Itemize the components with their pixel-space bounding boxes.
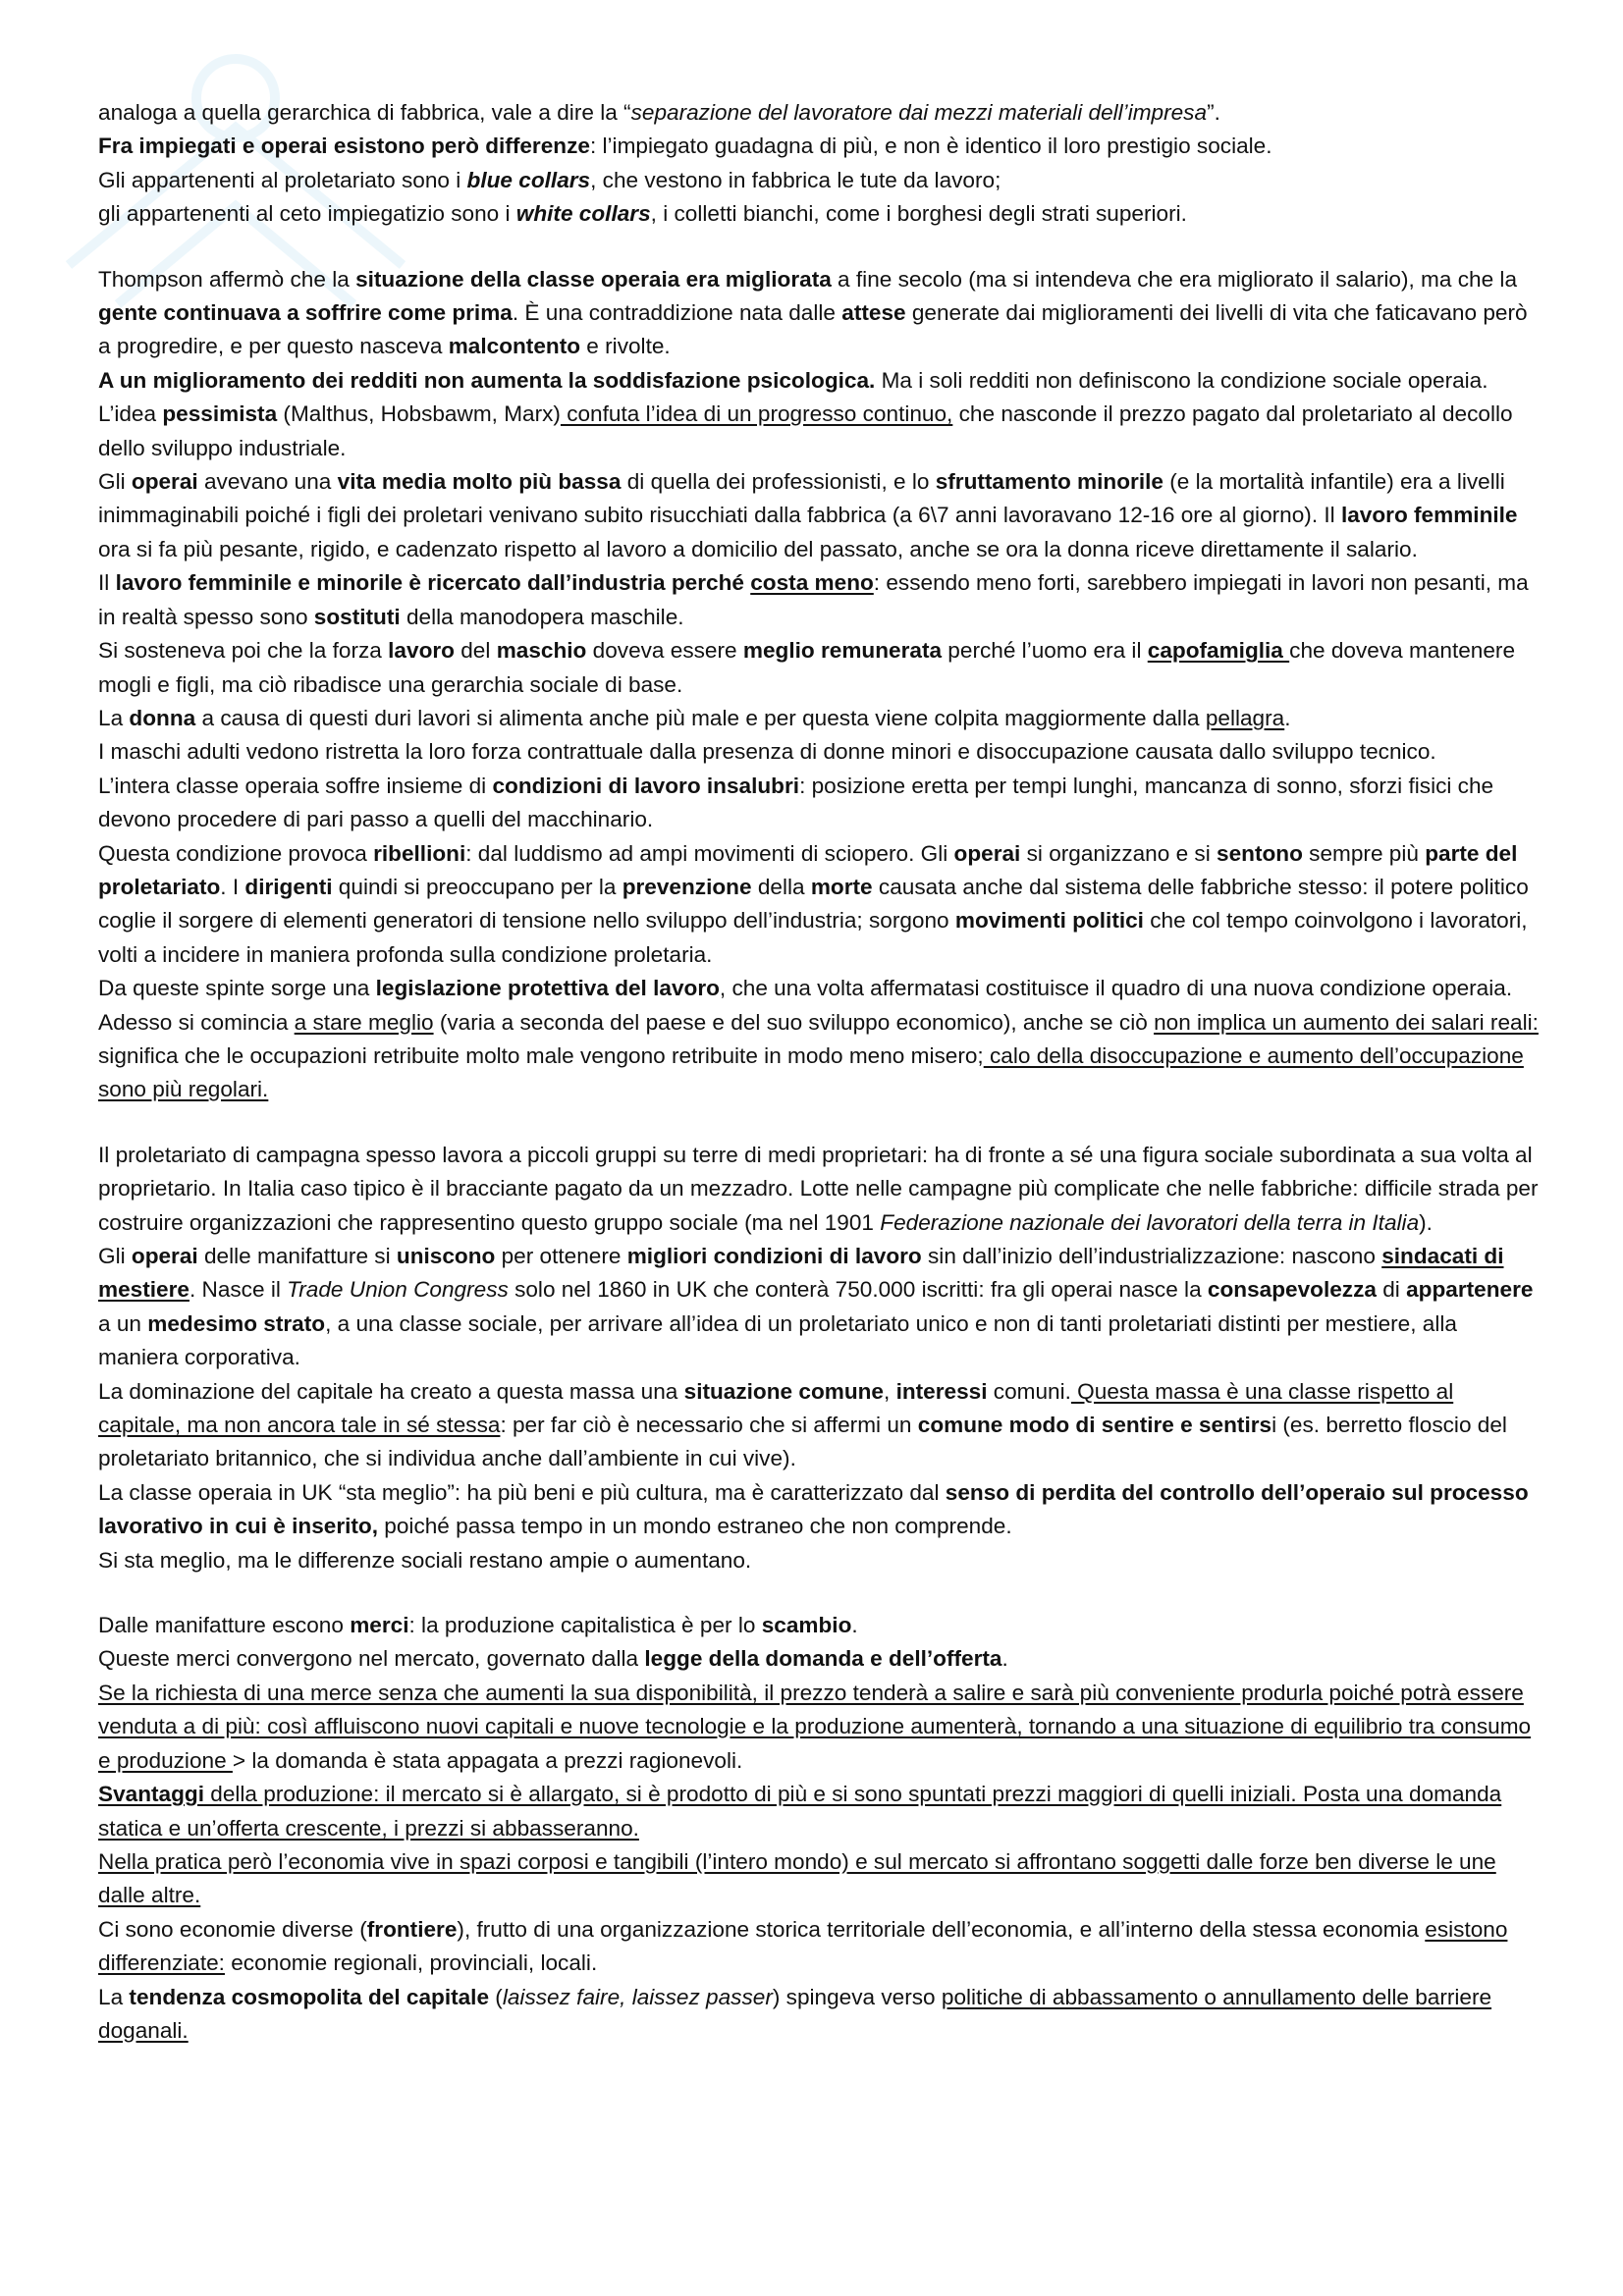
- text-run: .: [1284, 705, 1291, 730]
- text-run: , che vestono in fabbrica le tute da lavoro;: [590, 167, 1001, 192]
- text-run: La classe operaia in UK “sta meglio”: ha più beni e più cultura, ma è caratterizzato dal: [98, 1479, 946, 1505]
- text-run: ora si fa più pesante, rigido, e cadenzato rispetto al lavoro a domicilio del passato, anche se ora la donna riceve direttamente il salario.: [98, 536, 1418, 561]
- text-run: . Nasce il: [189, 1277, 288, 1303]
- text-run: a stare meglio: [294, 1009, 434, 1035]
- text-run: avevano una: [197, 469, 338, 495]
- text-run: La dominazione del capitale ha creato a questa massa una: [98, 1378, 684, 1404]
- text-run: pessimista: [162, 401, 278, 427]
- text-run: gli appartenenti al ceto impiegatizio sono i: [98, 201, 516, 227]
- paragraph: [98, 1845, 1540, 1913]
- text-run: (varia a seconda del paese e del suo sviluppo economico), anche se ciò: [433, 1009, 1155, 1035]
- paragraph: [98, 972, 1540, 1107]
- text-run: Si sta meglio, ma le differenze sociali restano ampie o aumentano.: [98, 1547, 752, 1573]
- text-run: Thompson affermò che la: [98, 266, 356, 292]
- text-run: della manodopera maschile.: [400, 604, 684, 629]
- paragraph: [98, 770, 1540, 837]
- text-run: ) spingeva verso: [772, 1984, 942, 2009]
- text-run: Dalle manifatture escono: [98, 1613, 351, 1638]
- text-run: Gli: [98, 469, 132, 495]
- text-run: ,: [884, 1378, 896, 1404]
- text-run: esistono differenziate:: [98, 1916, 1508, 1976]
- text-run: lavoro femminile: [1340, 503, 1518, 528]
- text-run: . I: [220, 874, 245, 899]
- text-run: scambio: [761, 1613, 852, 1638]
- text-run: che doveva mantenere mogli e figli, ma ciò ribadisce una gerarchia sociale di base.: [98, 638, 1516, 697]
- paragraph: [98, 1913, 1540, 1981]
- text-run: donna: [129, 705, 196, 730]
- text-run: Queste merci convergono nel mercato, governato dalla: [98, 1646, 645, 1672]
- text-run: tendenza cosmopolita del capitale: [129, 1984, 490, 2009]
- text-run: : l’impiegato guadagna di più, e non è identico il loro prestigio sociale.: [589, 133, 1272, 159]
- text-run: capofamiglia: [1147, 638, 1290, 664]
- text-run: della produzione: il mercato si è allargato, si è prodotto di più e si sono spuntati prezzi maggiori di quelli iniziali. Posta una domanda statica e un’offerta crescente, i prezzi si abbasseranno.: [98, 1782, 1502, 1841]
- paragraph: [98, 1677, 1540, 1778]
- paragraph: [98, 164, 1540, 197]
- text-run: ribellioni: [373, 840, 466, 866]
- text-run: comuni.: [987, 1378, 1071, 1404]
- paragraph: [98, 735, 1540, 769]
- text-run: e rivolte.: [580, 334, 671, 359]
- text-run: , a una classe sociale, per arrivare all’idea di un proletariato unico e non di tanti proletariati distinti per mestiere, alla maniera corporativa.: [98, 1310, 1457, 1370]
- paragraph: [98, 566, 1540, 634]
- text-run: white collars: [515, 201, 651, 227]
- paragraph: [98, 837, 1540, 973]
- text-run: analoga a quella gerarchica di fabbrica, vale a dire la “: [98, 100, 631, 125]
- text-run: Fra impiegati e operai esistono però differenze: [98, 133, 590, 159]
- text-run: La: [98, 705, 130, 730]
- paragraph: [98, 197, 1540, 231]
- text-run: pellagra: [1205, 705, 1285, 730]
- paragraph: [98, 364, 1540, 398]
- text-run: legge della domanda e dell’offerta: [644, 1646, 1002, 1672]
- text-run: interessi: [895, 1378, 988, 1404]
- text-run: che nasconde il prezzo pagato dal proletariato al decollo dello sviluppo industriale.: [98, 401, 1513, 460]
- text-run: senso di perdita del controllo dell’operaio sul processo lavorativo in cui è inserito,: [98, 1479, 1529, 1539]
- text-run: perché l’uomo era il: [942, 638, 1148, 664]
- text-run: Da queste spinte sorge una: [98, 976, 376, 1001]
- text-run: operai: [953, 840, 1021, 866]
- paragraph: [98, 96, 1540, 130]
- text-run: sentono: [1217, 840, 1303, 866]
- text-run: : per far ciò è necessario che si affermi un: [500, 1413, 918, 1438]
- text-run: sostituti: [313, 604, 401, 629]
- text-run: lavoro: [388, 638, 455, 664]
- paragraph: [98, 465, 1540, 566]
- text-run: .: [851, 1613, 858, 1638]
- paragraph: [98, 1139, 1540, 1240]
- text-run: appartenere: [1406, 1277, 1534, 1303]
- text-run: significa che le occupazioni retribuite molto male vengono retribuite in modo meno misero;: [98, 1042, 984, 1068]
- text-run: ”.: [1207, 100, 1220, 125]
- text-run: solo nel 1860 in UK che conterà 750.000 iscritti: fra gli operai nasce la: [508, 1277, 1208, 1303]
- paragraph: [98, 1476, 1540, 1544]
- text-run: medesimo strato: [147, 1310, 326, 1336]
- paragraph: [98, 130, 1540, 163]
- paragraph: [98, 1240, 1540, 1375]
- text-run: costa meno: [750, 570, 874, 596]
- text-run: Questa massa è una classe rispetto al capitale, ma non ancora tale in sé stessa: [98, 1378, 1454, 1438]
- text-run: Gli: [98, 1244, 132, 1268]
- text-run: : posizione eretta per tempi lunghi, mancanza di sonno, sforzi fisici che devono procedere di pari passo a quelli del macchinario.: [98, 773, 1494, 832]
- paragraph: [98, 1981, 1540, 2049]
- text-run: Se la richiesta di una merce senza che aumenti la sua disponibilità, il prezzo tenderà a salire e sarà più conveniente produrla poiché potrà essere venduta a di più: così affluiscono nuovi capitali e nuove tecnologie e la produzione aumenterà, tornando a una situazione di equilibrio tra consumo e produzione: [98, 1680, 1532, 1773]
- text-run: vita media molto più bassa: [337, 469, 622, 495]
- text-run: meglio remunerata: [742, 638, 943, 664]
- text-run: quindi si preoccupano per la: [332, 874, 622, 899]
- text-run: Il: [98, 570, 116, 596]
- text-run: sindacati di mestiere: [98, 1244, 1504, 1303]
- text-run: frontiere: [366, 1916, 458, 1942]
- text-run: Ma i soli redditi non definiscono la condizione sociale operaia.: [875, 367, 1488, 393]
- text-run: dirigenti: [244, 874, 333, 899]
- text-run: operai: [131, 469, 198, 495]
- text-run: a un: [98, 1310, 148, 1336]
- text-run: calo della disoccupazione e aumento dell’occupazione sono più regolari.: [98, 1042, 1524, 1102]
- text-run: per ottenere: [495, 1244, 627, 1268]
- text-run: consapevolezza: [1207, 1277, 1377, 1303]
- text-run: Si sosteneva poi che la forza: [98, 638, 389, 664]
- text-run: > la domanda è stata appagata a prezzi ragionevoli.: [232, 1747, 743, 1773]
- text-run: (e la mortalità infantile) era a livelli inimmaginabili poiché i figli dei proletari venivano subito risucchiati dalla fabbrica (a 6\7 anni lavoravano 12-16 ore al giorno). Il: [98, 469, 1505, 528]
- text-run: gente continuava a soffrire come prima: [98, 300, 513, 326]
- text-run: Trade Union Congress: [287, 1277, 509, 1303]
- text-run: merci: [350, 1613, 409, 1638]
- text-run: Svantaggi: [98, 1782, 204, 1807]
- text-run: si organizzano e si: [1020, 840, 1217, 866]
- text-run: migliori condizioni di lavoro: [626, 1244, 922, 1268]
- text-run: parte del proletariato: [98, 840, 1518, 899]
- paragraph: [98, 398, 1540, 465]
- paragraph: [98, 1609, 1540, 1642]
- text-run: della: [751, 874, 811, 899]
- text-run: Gli appartenenti al proletariato sono i: [98, 167, 467, 192]
- text-run: Federazione nazionale dei lavoratori della terra in Italia: [880, 1209, 1420, 1235]
- text-run: delle manifatture si: [197, 1244, 397, 1268]
- text-run: Ci sono economie diverse (: [98, 1916, 367, 1942]
- text-run: L’idea: [98, 401, 163, 427]
- text-run: .: [1001, 1646, 1008, 1672]
- text-run: : la produzione capitalistica è per lo: [408, 1613, 762, 1638]
- text-run: situazione comune: [683, 1378, 885, 1404]
- text-run: A un miglioramento dei redditi non aumenta la soddisfazione psicologica.: [98, 367, 876, 393]
- text-run: condizioni di lavoro insalubri: [492, 773, 800, 798]
- text-run: morte: [810, 874, 873, 899]
- paragraph: [98, 1778, 1540, 1845]
- text-run: sempre più: [1302, 840, 1426, 866]
- text-run: , i colletti bianchi, come i borghesi degli strati superiori.: [650, 201, 1187, 227]
- text-run: generate dai miglioramenti dei livelli di vita che faticavano però a progredire, e per questo nasceva: [98, 300, 1528, 359]
- text-run: ).: [1419, 1209, 1433, 1235]
- text-run: : dal luddismo ad ampi movimenti di sciopero. Gli: [465, 840, 954, 866]
- text-run: L’intera classe operaia soffre insieme di: [98, 773, 493, 798]
- paragraph: [98, 263, 1540, 364]
- paragraph: [98, 1544, 1540, 1577]
- text-run: i (es. berretto floscio del proletariato britannico, che si individua anche dall’ambiente in cui vive).: [98, 1413, 1507, 1471]
- paragraph: [98, 1375, 1540, 1476]
- text-run: , che una volta affermatasi costituisce il quadro di una nuova condizione operaia. Adesso si comincia: [98, 976, 1513, 1035]
- text-run: (Malthus, Hobsbawm, Marx): [277, 401, 561, 427]
- text-run: che col tempo coinvolgono i lavoratori, volti a incidere in maniera profonda sulla condizione proletaria.: [98, 908, 1528, 967]
- text-run: poiché passa tempo in un mondo estraneo che non comprende.: [378, 1514, 1012, 1539]
- text-run: causata anche dal sistema delle fabbriche stesso: il potere politico coglie il sorgere di elementi generatori di tensione nello sviluppo dell’industria; sorgono: [98, 874, 1529, 934]
- text-run: Questa condizione provoca: [98, 840, 374, 866]
- text-run: . È una contraddizione nata dalle: [512, 300, 842, 326]
- text-run: a fine secolo (ma si intendeva che era migliorato il salario), ma che la: [831, 266, 1518, 292]
- text-run: di quella dei professionisti, e lo: [621, 469, 936, 495]
- text-run: prevenzione: [622, 874, 752, 899]
- text-run: politiche di abbassamento o annullamento delle barriere doganali.: [98, 1984, 1492, 2043]
- text-run: : essendo meno forti, sarebbero impiegati in lavori non pesanti, ma in realtà spesso sono: [98, 570, 1529, 629]
- text-run: attese: [841, 300, 906, 326]
- text-run: ), frutto di una organizzazione storica territoriale dell’economia, e all’interno della stessa economia: [457, 1916, 1426, 1942]
- text-run: comune modo di sentire e sentirs: [917, 1413, 1272, 1438]
- text-run: a causa di questi duri lavori si alimenta anche più male e per questa viene colpita maggiormente dalla: [195, 705, 1206, 730]
- text-run: situazione della classe operaia era migliorata: [355, 266, 832, 292]
- text-run: Il proletariato di campagna spesso lavora a piccoli gruppi su terre di medi proprietari: ha di fronte a sé una figura sociale subordinata a sua volta al proprietario. In Italia caso tipico è il bracciante pagato da un mezzadro. Lotte nelle campagne più complicate che nelle fabbriche: difficile strada per costruire organizzazioni che rappresentino questo gruppo sociale (ma nel 1901: [98, 1142, 1539, 1235]
- text-run: uniscono: [396, 1244, 496, 1268]
- text-run: movimenti politici: [954, 908, 1144, 934]
- text-run: maschio: [496, 638, 587, 664]
- text-run: La: [98, 1984, 130, 2009]
- text-run: (: [489, 1984, 503, 2009]
- text-run: confuta l’idea di un progresso continuo,: [560, 401, 953, 427]
- text-run: sfruttamento minorile: [935, 469, 1163, 495]
- text-run: del: [454, 638, 497, 664]
- text-run: economie regionali, provinciali, locali.: [224, 1950, 598, 1976]
- text-run: operai: [131, 1244, 198, 1268]
- text-run: malcontento: [448, 334, 581, 359]
- text-run: lavoro femminile e minorile è ricercato dall’industria perché: [115, 570, 751, 596]
- text-run: legislazione protettiva del lavoro: [375, 976, 720, 1001]
- text-run: I maschi adulti vedono ristretta la loro forza contrattuale dalla presenza di donne minori e disoccupazione causata dallo sviluppo tecnico.: [98, 739, 1436, 765]
- paragraph: [98, 634, 1540, 702]
- text-run: doveva essere: [586, 638, 743, 664]
- text-run: di: [1376, 1277, 1407, 1303]
- paragraph: [98, 1642, 1540, 1676]
- paragraph: [98, 702, 1540, 735]
- text-run: sin dall’inizio dell’industrializzazione: nascono: [921, 1244, 1382, 1268]
- text-run: laissez faire, laissez passer: [502, 1984, 773, 2009]
- text-run: separazione del lavoratore dai mezzi materiali dell’impresa: [630, 100, 1208, 125]
- document-body: [98, 96, 1540, 2048]
- text-run: Nella pratica però l’economia vive in spazi corposi e tangibili (l’intero mondo) e sul mercato si affrontano soggetti dalle forze ben diverse le une dalle altre.: [98, 1848, 1496, 1908]
- text-run: non implica un aumento dei salari reali:: [1154, 1009, 1539, 1035]
- text-run: blue collars: [466, 167, 591, 192]
